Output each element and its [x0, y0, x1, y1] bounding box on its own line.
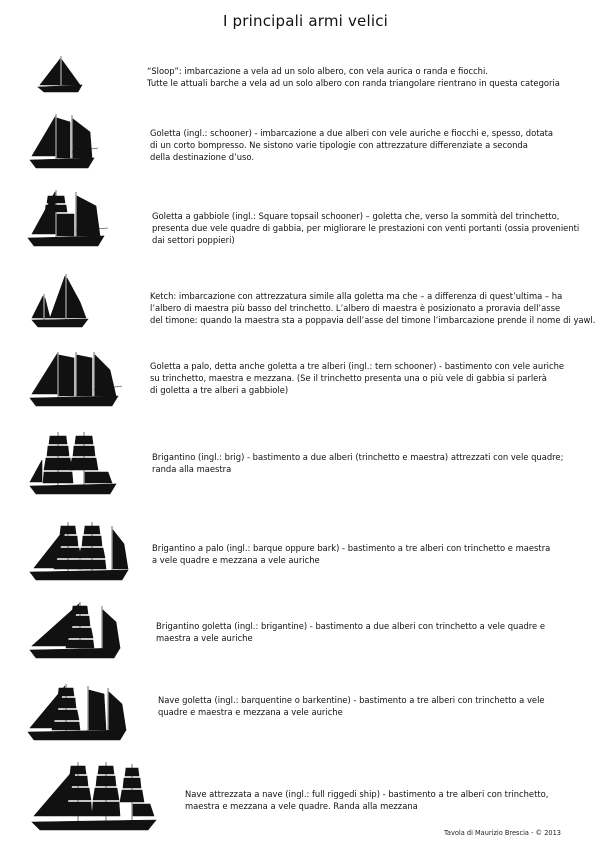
sloop-silhouette-icon — [34, 54, 86, 94]
rig-description: Brigantino a palo (ingl.: barque oppure bark) - bastimento a tre alberi con trinchetto e maestra a vele quadre e mezzana a vele auriche — [152, 543, 551, 565]
barque-silhouette-icon — [28, 520, 132, 582]
rig-row-brigantine — [0, 598, 611, 662]
rig-row-barquentine — [0, 680, 611, 744]
rig-row-tern-schooner — [0, 348, 611, 408]
tern-schooner-silhouette-icon — [28, 350, 124, 408]
rig-row-full-rigged-ship — [0, 758, 611, 834]
rig-row-brig — [0, 430, 611, 498]
rig-row-barque — [0, 518, 611, 584]
rig-description: Brigantino (ingl.: brig) - bastimento a due alberi (trinchetto e maestra) attrezzati con vele quadre; randa alla maestra — [152, 452, 564, 474]
rig-description: Nave goletta (ingl.: barquentine o barkentine) - bastimento a tre alberi con trinchetto a vele quadre e maestra e mezzana a vele auriche — [158, 695, 545, 717]
rig-row-ketch — [0, 268, 611, 328]
rig-description: Goletta a gabbiole (ingl.: Square topsail schooner) – goletta che, verso la sommità del trinchetto, presenta due vele quadre di gabbia, per migliorare le prestazioni con venti portanti (ossia provenienti dai settori poppieri) — [152, 211, 580, 245]
rig-description: Nave attrezzata a nave (ingl.: full riggedi ship) - bastimento a tre alberi con trinchetto, maestra e mezzana a vele quadre. Randa alla mezzana — [185, 789, 549, 811]
rig-description: Goletta a palo, detta anche goletta a tre alberi (ingl.: tern schooner) - bastimento con vele auriche su trinchetto, maestra e mezzana. (Se il trinchetto presenta una o più vele di gabbia si parlerà di goletta a tre alberi a gabbiole) — [150, 361, 565, 395]
brig-silhouette-icon — [28, 430, 120, 496]
page-title: I principali armi velici — [222, 12, 389, 30]
rig-row-topsail-schooner — [0, 186, 611, 250]
rig-description: Ketch: imbarcazione con attrezzatura simile alla goletta ma che – a differenza di quest’ultima – ha l’albero di maestra più basso del trinchetto. L’albero di maestra è posizionato a proravia dell’asse del timone: quando la maestra sta a poppavia dell’asse del timone l’imbarcazione prende il nome di yawl. — [150, 291, 596, 325]
rig-description: Brigantino goletta (ingl.: brigantine) - bastimento a due alberi con trinchetto a vele quadre e maestra a vele auriche — [156, 621, 546, 643]
topsail-schooner-silhouette-icon — [26, 188, 110, 248]
ketch-silhouette-icon — [30, 272, 92, 328]
brigantine-silhouette-icon — [28, 600, 124, 660]
author-credit: Tavola di Maurizio Brescia - © 2013 — [444, 829, 561, 837]
rig-row-schooner — [0, 108, 611, 172]
rig-row-sloop — [0, 50, 611, 100]
barquentine-silhouette-icon — [26, 682, 130, 742]
rig-description: Goletta (ingl.: schooner) - imbarcazione a due alberi con vele auriche e fiocchi e, spesso, dotata di un corto bompresso. Ne sistono varie tipologie con attrezzature differenziate a seconda della destinazione d’uso. — [150, 128, 554, 162]
schooner-silhouette-icon — [28, 112, 100, 170]
rig-description: “Sloop”: imbarcazione a vela ad un solo albero, con vela aurica o randa e fiocchi. Tutte le attuali barche a vela ad un solo albero con randa triangolare rientrano in questa categoria — [147, 66, 560, 88]
full-rigged-ship-silhouette-icon — [30, 760, 160, 832]
